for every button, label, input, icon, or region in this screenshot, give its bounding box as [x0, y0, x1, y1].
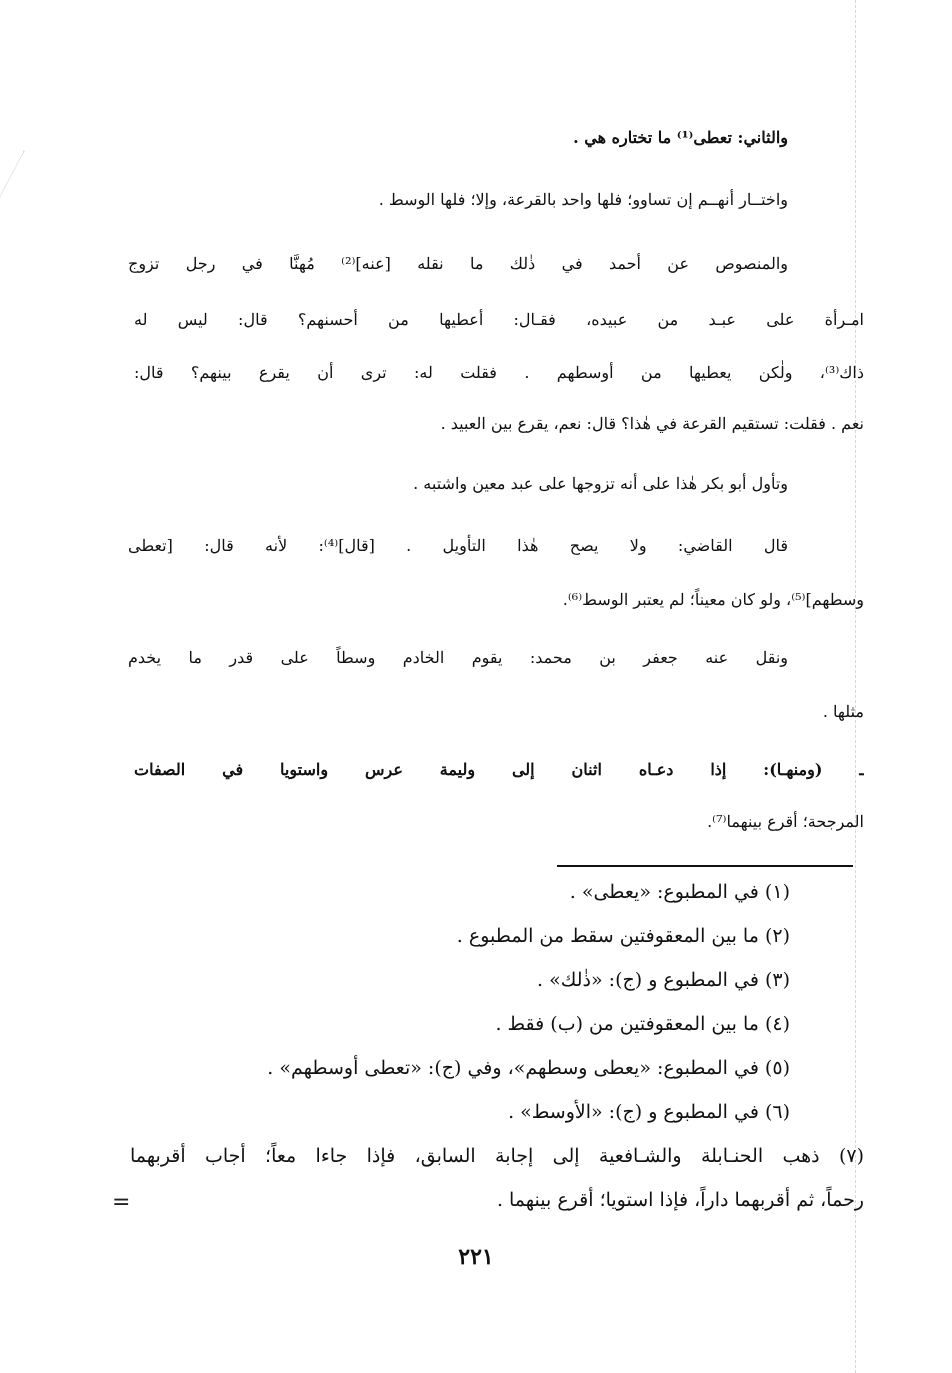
- footnote: (١) في المطبوع: «يعطى» .: [569, 881, 790, 903]
- footnote: (٦) في المطبوع و (ج): «الأوسط» .: [508, 1101, 790, 1123]
- body-line: مثلها .: [822, 702, 864, 721]
- body-line: وتأول أبو بكر هٰذا على أنه تزوجها على عبد معين واشتبه .: [413, 474, 788, 493]
- footnote: (٤) ما بين المعقوفتين من (ب) فقط .: [495, 1013, 790, 1035]
- body-line: واختــار أنهــم إن تساوو؛ فلها واحد بالقرعة، وإلا؛ فلها الوسط .: [378, 190, 788, 209]
- body-line: نعم . فقلت: تستقيم القرعة في هٰذا؟ قال: نعم، يقرع بين العبيد .: [440, 414, 864, 433]
- body-line: ذاك⁽³⁾، ولٰكن يعطيها من أوسطهم . فقلت له: ترى أن يقرع بينهم؟ قال:: [134, 363, 864, 382]
- body-line: المرجحة؛ أقرع بينهما⁽⁷⁾.: [707, 812, 864, 831]
- scan-artifact: [0, 151, 39, 230]
- footnote: (٢) ما بين المعقوفتين سقط من المطبوع .: [456, 925, 790, 947]
- body-line: امـرأة على عبـد من عبيده، فقـال: أعطيها من أحسنهم؟ قال: ليس له: [134, 310, 864, 329]
- body-line: ـ (ومنهـا): إذا دعـاه اثنان إلى وليمة عرس واستويا في الصفات: [134, 760, 864, 779]
- body-line: قال القاضي: ولا يصح هٰذا التأويل . [قال]⁽⁴⁾: لأنه قال: [تعطى: [128, 536, 788, 555]
- footnote-separator: [557, 865, 853, 867]
- footnote-continuation: رحماً، ثم أقربهما داراً، فإذا استويا؛ أقرع بينهما .: [496, 1189, 864, 1211]
- footnote: (٥) في المطبوع: «يعطى وسطهم»، وفي (ج): «تعطى أوسطهم» .: [267, 1057, 790, 1079]
- body-line: والثاني: تعطى⁽¹⁾ ما تختاره هي .: [573, 128, 788, 147]
- body-line: ونقل عنه جعفر بن محمد: يقوم الخادم وسطاً على قدر ما يخدم: [128, 648, 788, 667]
- body-line: وسطهم]⁽⁵⁾، ولو كان معيناً؛ لم يعتبر الوسط⁽⁶⁾.: [562, 590, 864, 609]
- footnote: (٧) ذهب الحنـابلة والشـافعية إلى إجابة السابق، فإذا جاءا معاً؛ أجاب أقربهما: [130, 1145, 864, 1167]
- page-number: ٢٢١: [458, 1244, 494, 1270]
- continuation-mark: =: [112, 1190, 131, 1215]
- body-line: والمنصوص عن أحمد في ذٰلك ما نقله [عنه]⁽²⁾ مُهنَّا في رجل تزوج: [128, 254, 788, 273]
- footnote: (٣) في المطبوع و (ج): «ذٰلك» .: [537, 969, 790, 991]
